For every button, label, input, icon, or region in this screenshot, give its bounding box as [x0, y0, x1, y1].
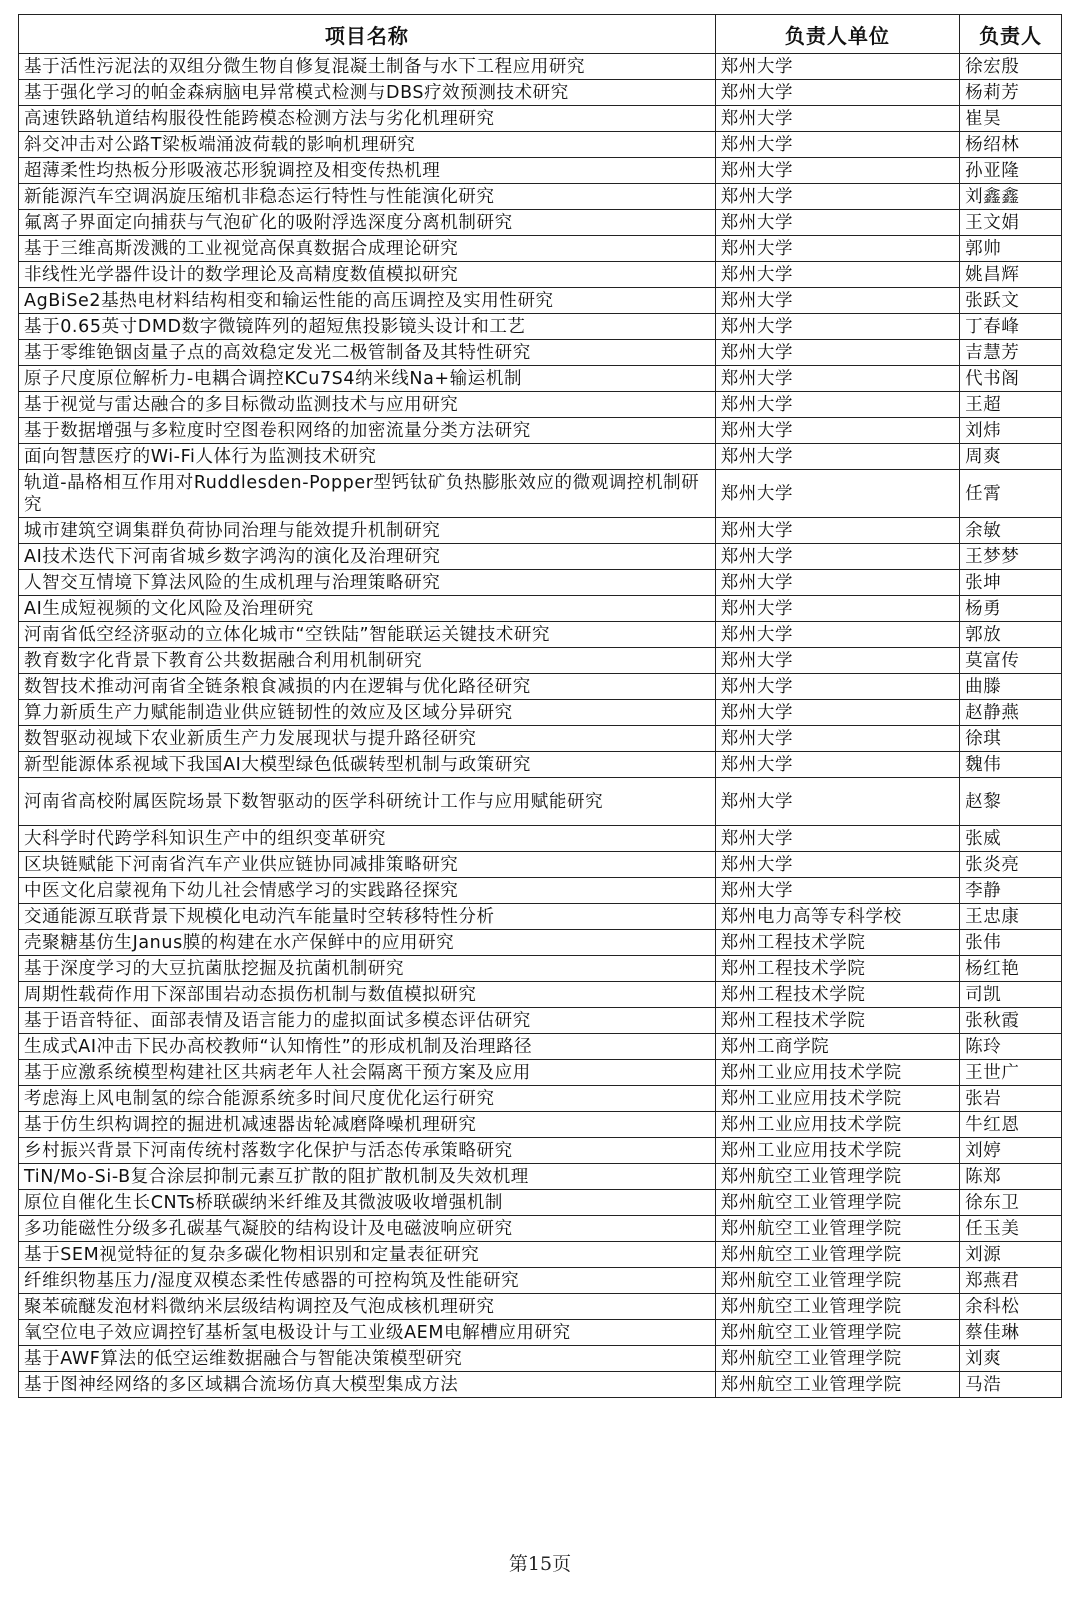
leader-cell: 周爽	[960, 444, 1062, 470]
unit-cell: 郑州大学	[715, 366, 959, 392]
leader-cell: 王超	[960, 392, 1062, 418]
table-row	[19, 1268, 1062, 1294]
unit-cell: 郑州工程技术学院	[715, 956, 959, 982]
table-row	[19, 106, 1062, 132]
unit-cell: 郑州大学	[715, 570, 959, 596]
unit-cell: 郑州工业应用技术学院	[715, 1138, 959, 1164]
unit-cell: 郑州大学	[715, 700, 959, 726]
table-row	[19, 674, 1062, 700]
unit-cell: 郑州大学	[715, 622, 959, 648]
table-row	[19, 878, 1062, 904]
leader-cell: 张坤	[960, 570, 1062, 596]
leader-cell: 张秋霞	[960, 1008, 1062, 1034]
leader-cell: 张伟	[960, 930, 1062, 956]
unit-cell: 郑州大学	[715, 340, 959, 366]
table-row	[19, 314, 1062, 340]
unit-cell: 郑州航空工业管理学院	[715, 1190, 959, 1216]
unit-cell: 郑州大学	[715, 106, 959, 132]
table-row	[19, 1086, 1062, 1112]
table-row	[19, 418, 1062, 444]
project-name-cell: 教育数字化背景下教育公共数据融合利用机制研究	[19, 648, 716, 674]
leader-cell: 王忠康	[960, 904, 1062, 930]
leader-cell: 莫富传	[960, 648, 1062, 674]
leader-cell: 曲滕	[960, 674, 1062, 700]
project-name-cell: 城市建筑空调集群负荷协同治理与能效提升机制研究	[19, 518, 716, 544]
project-name-cell: 基于三维高斯泼溅的工业视觉高保真数据合成理论研究	[19, 236, 716, 262]
unit-cell: 郑州大学	[715, 778, 959, 826]
unit-cell: 郑州电力高等专科学校	[715, 904, 959, 930]
project-name-cell: AgBiSe2基热电材料结构相变和输运性能的高压调控及实用性研究	[19, 288, 716, 314]
unit-cell: 郑州大学	[715, 648, 959, 674]
leader-cell: 赵黎	[960, 778, 1062, 826]
table-row	[19, 726, 1062, 752]
table-row	[19, 1112, 1062, 1138]
leader-cell: 李静	[960, 878, 1062, 904]
table-row	[19, 340, 1062, 366]
project-name-cell: 基于0.65英寸DMD数字微镜阵列的超短焦投影镜头设计和工艺	[19, 314, 716, 340]
project-name-cell: 基于活性污泥法的双组分微生物自修复混凝土制备与水下工程应用研究	[19, 54, 716, 80]
unit-cell: 郑州工程技术学院	[715, 982, 959, 1008]
table-row	[19, 262, 1062, 288]
leader-cell: 刘婷	[960, 1138, 1062, 1164]
project-name-cell: 算力新质生产力赋能制造业供应链韧性的效应及区域分异研究	[19, 700, 716, 726]
project-name-cell: 壳聚糖基仿生Janus膜的构建在水产保鲜中的应用研究	[19, 930, 716, 956]
unit-cell: 郑州大学	[715, 314, 959, 340]
project-name-cell: 考虑海上风电制氢的综合能源系统多时间尺度优化运行研究	[19, 1086, 716, 1112]
unit-cell: 郑州大学	[715, 80, 959, 106]
unit-cell: 郑州大学	[715, 262, 959, 288]
leader-cell: 蔡佳琳	[960, 1320, 1062, 1346]
leader-cell: 徐宏殷	[960, 54, 1062, 80]
unit-cell: 郑州大学	[715, 752, 959, 778]
unit-cell: 郑州大学	[715, 418, 959, 444]
unit-cell: 郑州工业应用技术学院	[715, 1060, 959, 1086]
project-name-cell: 基于应激系统模型构建社区共病老年人社会隔离干预方案及应用	[19, 1060, 716, 1086]
unit-cell: 郑州航空工业管理学院	[715, 1242, 959, 1268]
unit-cell: 郑州大学	[715, 596, 959, 622]
leader-cell: 刘炜	[960, 418, 1062, 444]
project-name-cell: 基于数据增强与多粒度时空图卷积网络的加密流量分类方法研究	[19, 418, 716, 444]
table-row	[19, 826, 1062, 852]
unit-cell: 郑州航空工业管理学院	[715, 1164, 959, 1190]
unit-cell: 郑州大学	[715, 210, 959, 236]
leader-cell: 余敏	[960, 518, 1062, 544]
unit-cell: 郑州大学	[715, 158, 959, 184]
leader-cell: 魏伟	[960, 752, 1062, 778]
table-row	[19, 544, 1062, 570]
project-name-cell: 基于AWF算法的低空运维数据融合与智能决策模型研究	[19, 1346, 716, 1372]
unit-cell: 郑州工程技术学院	[715, 930, 959, 956]
project-name-cell: 周期性载荷作用下深部围岩动态损伤机制与数值模拟研究	[19, 982, 716, 1008]
unit-cell: 郑州工商学院	[715, 1034, 959, 1060]
leader-cell: 孙亚隆	[960, 158, 1062, 184]
project-name-cell: 基于语音特征、面部表情及语言能力的虚拟面试多模态评估研究	[19, 1008, 716, 1034]
leader-cell: 陈玲	[960, 1034, 1062, 1060]
project-name-cell: 非线性光学器件设计的数学理论及高精度数值模拟研究	[19, 262, 716, 288]
leader-cell: 余科松	[960, 1294, 1062, 1320]
project-name-cell: 高速铁路轨道结构服役性能跨模态检测方法与劣化机理研究	[19, 106, 716, 132]
project-name-cell: 中医文化启蒙视角下幼儿社会情感学习的实践路径探究	[19, 878, 716, 904]
table-row	[19, 1190, 1062, 1216]
table-row	[19, 158, 1062, 184]
project-name-cell: 数智技术推动河南省全链条粮食减损的内在逻辑与优化路径研究	[19, 674, 716, 700]
leader-cell: 马浩	[960, 1372, 1062, 1398]
leader-cell: 杨勇	[960, 596, 1062, 622]
unit-cell: 郑州大学	[715, 544, 959, 570]
project-name-cell: AI技术迭代下河南省城乡数字鸿沟的演化及治理研究	[19, 544, 716, 570]
leader-cell: 刘爽	[960, 1346, 1062, 1372]
unit-cell: 郑州航空工业管理学院	[715, 1216, 959, 1242]
project-name-cell: 大科学时代跨学科知识生产中的组织变革研究	[19, 826, 716, 852]
unit-cell: 郑州工程技术学院	[715, 1008, 959, 1034]
unit-cell: 郑州大学	[715, 392, 959, 418]
table-row	[19, 1008, 1062, 1034]
project-name-cell: 氧空位电子效应调控钌基析氢电极设计与工业级AEM电解槽应用研究	[19, 1320, 716, 1346]
unit-cell: 郑州航空工业管理学院	[715, 1320, 959, 1346]
leader-cell: 任霄	[960, 470, 1062, 518]
project-name-cell: 基于仿生织构调控的掘进机减速器齿轮减磨降噪机理研究	[19, 1112, 716, 1138]
table-row	[19, 1294, 1062, 1320]
project-name-cell: 面向智慧医疗的Wi-Fi人体行为监测技术研究	[19, 444, 716, 470]
unit-cell: 郑州大学	[715, 878, 959, 904]
leader-cell: 司凯	[960, 982, 1062, 1008]
table-row	[19, 1346, 1062, 1372]
leader-cell: 牛红恩	[960, 1112, 1062, 1138]
project-name-cell: 基于深度学习的大豆抗菌肽挖掘及抗菌机制研究	[19, 956, 716, 982]
project-name-cell: 基于SEM视觉特征的复杂多碳化物相识别和定量表征研究	[19, 1242, 716, 1268]
unit-cell: 郑州大学	[715, 184, 959, 210]
project-name-cell: 数智驱动视域下农业新质生产力发展现状与提升路径研究	[19, 726, 716, 752]
leader-cell: 王文娟	[960, 210, 1062, 236]
project-name-cell: 新能源汽车空调涡旋压缩机非稳态运行特性与性能演化研究	[19, 184, 716, 210]
table-row	[19, 570, 1062, 596]
project-name-cell: 基于零维铯铟卤量子点的高效稳定发光二极管制备及其特性研究	[19, 340, 716, 366]
unit-cell: 郑州航空工业管理学院	[715, 1372, 959, 1398]
table-row	[19, 982, 1062, 1008]
header-unit: 负责人单位	[715, 15, 959, 54]
leader-cell: 刘源	[960, 1242, 1062, 1268]
table-row	[19, 1138, 1062, 1164]
table-row	[19, 1216, 1062, 1242]
unit-cell: 郑州大学	[715, 852, 959, 878]
leader-cell: 丁春峰	[960, 314, 1062, 340]
leader-cell: 杨莉芳	[960, 80, 1062, 106]
project-name-cell: 氟离子界面定向捕获与气泡矿化的吸附浮选深度分离机制研究	[19, 210, 716, 236]
project-name-cell: 原位自催化生长CNTs桥联碳纳米纤维及其微波吸收增强机制	[19, 1190, 716, 1216]
project-name-cell: 生成式AI冲击下民办高校教师“认知惰性”的形成机制及治理路径	[19, 1034, 716, 1060]
unit-cell: 郑州航空工业管理学院	[715, 1294, 959, 1320]
table-row	[19, 470, 1062, 518]
project-name-cell: 区块链赋能下河南省汽车产业供应链协同减排策略研究	[19, 852, 716, 878]
unit-cell: 郑州航空工业管理学院	[715, 1346, 959, 1372]
project-name-cell: 人智交互情境下算法风险的生成机理与治理策略研究	[19, 570, 716, 596]
project-name-cell: 新型能源体系视域下我国AI大模型绿色低碳转型机制与政策研究	[19, 752, 716, 778]
table-row	[19, 444, 1062, 470]
project-name-cell: 河南省低空经济驱动的立体化城市“空铁陆”智能联运关键技术研究	[19, 622, 716, 648]
table-row	[19, 80, 1062, 106]
header-project-name: 项目名称	[19, 15, 716, 54]
project-name-cell: 纤维织物基压力/湿度双模态柔性传感器的可控构筑及性能研究	[19, 1268, 716, 1294]
table-header-row	[19, 15, 1062, 54]
table-row	[19, 1320, 1062, 1346]
unit-cell: 郑州大学	[715, 288, 959, 314]
table-row	[19, 1164, 1062, 1190]
project-name-cell: 斜交冲击对公路T梁板端涌波荷载的影响机理研究	[19, 132, 716, 158]
project-name-cell: 原子尺度原位解析力-电耦合调控KCu7S4纳米线Na+输运机制	[19, 366, 716, 392]
leader-cell: 姚昌辉	[960, 262, 1062, 288]
table-row	[19, 236, 1062, 262]
leader-cell: 郑燕君	[960, 1268, 1062, 1294]
table-row	[19, 930, 1062, 956]
unit-cell: 郑州航空工业管理学院	[715, 1268, 959, 1294]
table-body	[19, 54, 1062, 1398]
table-row	[19, 622, 1062, 648]
project-name-cell: 超薄柔性均热板分形吸液芯形貌调控及相变传热机理	[19, 158, 716, 184]
project-name-cell: 多功能磁性分级多孔碳基气凝胶的结构设计及电磁波响应研究	[19, 1216, 716, 1242]
project-name-cell: 基于视觉与雷达融合的多目标微动监测技术与应用研究	[19, 392, 716, 418]
table-row	[19, 366, 1062, 392]
leader-cell: 代书阁	[960, 366, 1062, 392]
table-row	[19, 700, 1062, 726]
leader-cell: 任玉美	[960, 1216, 1062, 1242]
unit-cell: 郑州大学	[715, 444, 959, 470]
table-row	[19, 288, 1062, 314]
unit-cell: 郑州大学	[715, 470, 959, 518]
unit-cell: 郑州大学	[715, 726, 959, 752]
leader-cell: 张威	[960, 826, 1062, 852]
leader-cell: 王世广	[960, 1060, 1062, 1086]
leader-cell: 杨绍林	[960, 132, 1062, 158]
unit-cell: 郑州大学	[715, 674, 959, 700]
table-row	[19, 54, 1062, 80]
table-row	[19, 956, 1062, 982]
leader-cell: 刘鑫鑫	[960, 184, 1062, 210]
table-row	[19, 518, 1062, 544]
header-leader: 负责人	[960, 15, 1062, 54]
unit-cell: 郑州大学	[715, 236, 959, 262]
table-row	[19, 648, 1062, 674]
project-name-cell: 基于强化学习的帕金森病脑电异常模式检测与DBS疗效预测技术研究	[19, 80, 716, 106]
leader-cell: 张跃文	[960, 288, 1062, 314]
table-row	[19, 1060, 1062, 1086]
leader-cell: 郭放	[960, 622, 1062, 648]
unit-cell: 郑州大学	[715, 826, 959, 852]
table-row	[19, 596, 1062, 622]
unit-cell: 郑州大学	[715, 132, 959, 158]
project-name-cell: 基于图神经网络的多区域耦合流场仿真大模型集成方法	[19, 1372, 716, 1398]
table-row	[19, 132, 1062, 158]
table-row	[19, 852, 1062, 878]
leader-cell: 吉慧芳	[960, 340, 1062, 366]
table-row	[19, 778, 1062, 826]
project-name-cell: 交通能源互联背景下规模化电动汽车能量时空转移特性分析	[19, 904, 716, 930]
leader-cell: 徐琪	[960, 726, 1062, 752]
project-name-cell: AI生成短视频的文化风险及治理研究	[19, 596, 716, 622]
project-name-cell: 轨道-晶格相互作用对Ruddlesden-Popper型钙钛矿负热膨胀效应的微观调控机制研究	[19, 470, 716, 518]
table-row	[19, 1034, 1062, 1060]
table-row	[19, 1372, 1062, 1398]
page-number: 第15页	[508, 1553, 572, 1575]
unit-cell: 郑州工业应用技术学院	[715, 1086, 959, 1112]
leader-cell: 陈郑	[960, 1164, 1062, 1190]
leader-cell: 张岩	[960, 1086, 1062, 1112]
table-row	[19, 752, 1062, 778]
leader-cell: 徐东卫	[960, 1190, 1062, 1216]
leader-cell: 崔昊	[960, 106, 1062, 132]
project-name-cell: TiN/Mo-Si-B复合涂层抑制元素互扩散的阻扩散机制及失效机理	[19, 1164, 716, 1190]
project-name-cell: 乡村振兴背景下河南传统村落数字化保护与活态传承策略研究	[19, 1138, 716, 1164]
unit-cell: 郑州大学	[715, 54, 959, 80]
unit-cell: 郑州工业应用技术学院	[715, 1112, 959, 1138]
leader-cell: 郭帅	[960, 236, 1062, 262]
table-row	[19, 1242, 1062, 1268]
project-table	[18, 14, 1062, 1398]
unit-cell: 郑州大学	[715, 518, 959, 544]
leader-cell: 王梦梦	[960, 544, 1062, 570]
leader-cell: 张炎亮	[960, 852, 1062, 878]
project-name-cell: 河南省高校附属医院场景下数智驱动的医学科研统计工作与应用赋能研究	[19, 778, 716, 826]
table-row	[19, 184, 1062, 210]
leader-cell: 赵静燕	[960, 700, 1062, 726]
table-row	[19, 904, 1062, 930]
project-name-cell: 聚苯硫醚发泡材料微纳米层级结构调控及气泡成核机理研究	[19, 1294, 716, 1320]
table-row	[19, 392, 1062, 418]
leader-cell: 杨红艳	[960, 956, 1062, 982]
table-row	[19, 210, 1062, 236]
